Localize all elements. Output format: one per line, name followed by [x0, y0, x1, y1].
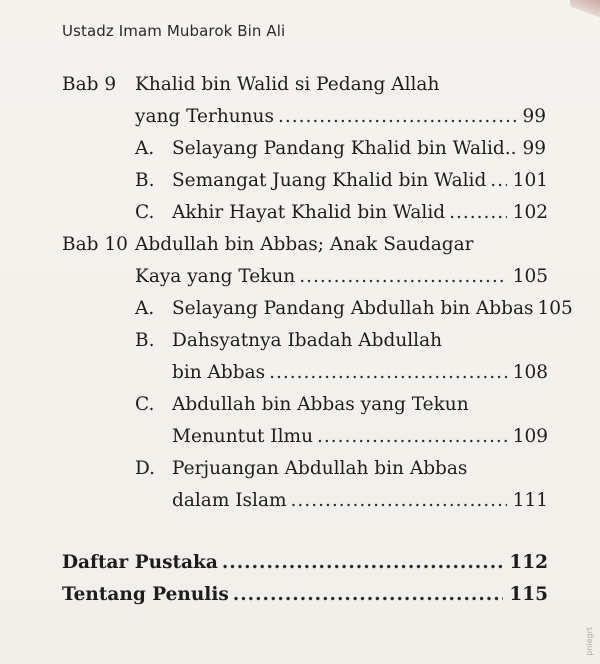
section-title-line2: bin Abbas	[172, 362, 266, 383]
toc-entry	[135, 106, 546, 127]
page-number: 99	[522, 106, 546, 127]
section-title: Selayang Pandang Khalid bin Walid..	[172, 138, 517, 159]
page-number: 99	[522, 138, 546, 159]
page-number: 105	[537, 298, 573, 319]
chapter-label: Bab 10	[62, 234, 128, 255]
toc-entry-bibliography	[62, 552, 548, 573]
bibliography-title: Daftar Pustaka	[62, 552, 218, 573]
page-number: 102	[512, 202, 548, 223]
page-number: 115	[509, 584, 548, 605]
dot-leader	[222, 552, 504, 573]
chapter-title-line1: Khalid bin Walid si Pedang Allah	[135, 74, 440, 95]
page-number: 111	[512, 490, 548, 511]
dot-leader	[317, 426, 507, 447]
chapter-title-line2: yang Terhunus	[135, 106, 274, 127]
toc-entry	[172, 170, 548, 191]
section-letter: C.	[135, 202, 155, 223]
section-letter: D.	[135, 458, 156, 479]
toc-entry	[172, 202, 548, 223]
section-title-line2: dalam Islam	[172, 490, 287, 511]
page-number: 105	[512, 266, 548, 287]
chapter-label: Bab 9	[62, 74, 117, 95]
toc-entry	[172, 362, 548, 383]
page-number: 112	[509, 552, 548, 573]
chapter-title-line1: Abdullah bin Abbas; Anak Saudagar	[135, 234, 474, 255]
running-header: Ustadz Imam Mubarok Bin Ali	[62, 22, 286, 40]
toc-entry-about-author	[62, 584, 548, 605]
dot-leader	[299, 266, 506, 287]
dot-leader	[233, 584, 504, 605]
section-letter: A.	[135, 138, 155, 159]
toc-entry	[172, 298, 573, 319]
section-title-line2: Menuntut Ilmu	[172, 426, 313, 447]
toc-entry	[172, 426, 548, 447]
dot-leader	[278, 106, 516, 127]
side-watermark: pnlegrt	[585, 627, 594, 656]
section-letter: B.	[135, 170, 155, 191]
page-number: 109	[512, 426, 548, 447]
section-letter: B.	[135, 330, 155, 351]
dot-leader	[269, 362, 507, 383]
chapter-title-line2: Kaya yang Tekun	[135, 266, 296, 287]
section-title: Selayang Pandang Abdullah bin Abbas	[172, 298, 534, 319]
toc-entry	[172, 490, 548, 511]
section-title-line1: Perjuangan Abdullah bin Abbas	[172, 458, 468, 479]
section-letter: A.	[135, 298, 155, 319]
dot-leader	[490, 170, 506, 191]
section-title: Semangat Juang Khalid bin Walid	[172, 170, 487, 191]
page-number: 108	[512, 362, 548, 383]
section-letter: C.	[135, 394, 155, 415]
about-author-title: Tentang Penulis	[62, 584, 229, 605]
section-title-line1: Dahsyatnya Ibadah Abdullah	[172, 330, 443, 351]
toc-entry	[135, 266, 548, 287]
toc-entry	[172, 138, 546, 159]
dot-leader	[449, 202, 507, 223]
page-number: 101	[512, 170, 548, 191]
section-title: Akhir Hayat Khalid bin Walid	[172, 202, 446, 223]
page-corner	[570, 0, 600, 18]
section-title-line1: Abdullah bin Abbas yang Tekun	[172, 394, 469, 415]
dot-leader	[291, 490, 507, 511]
